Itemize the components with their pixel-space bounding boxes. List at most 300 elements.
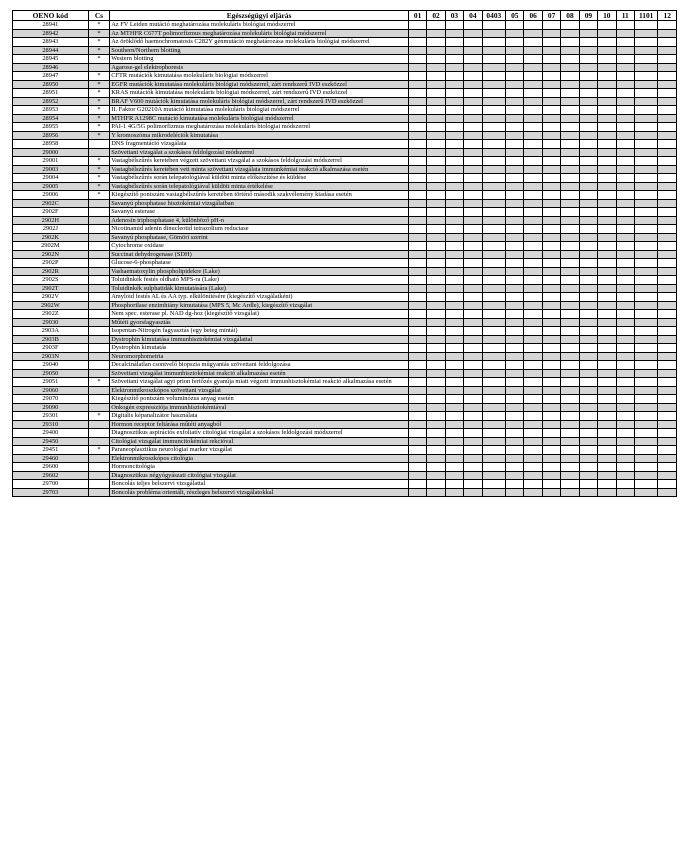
row-mark-cell [658, 446, 677, 455]
row-mark-cell [408, 114, 426, 123]
row-mark-cell [506, 488, 524, 497]
row-mark-cell [561, 55, 579, 64]
row-mark-cell [506, 157, 524, 166]
row-mark-cell [542, 242, 560, 251]
row-cs-mark: * [88, 38, 109, 47]
row-mark-cell [579, 46, 597, 55]
row-mark-cell [445, 63, 463, 72]
row-mark-cell [464, 80, 482, 89]
row-mark-cell [445, 480, 463, 489]
row-mark-cell [616, 335, 634, 344]
row-mark-cell [542, 182, 560, 191]
row-procedure: Y kromoszóma mikrodeléciók kimutatása [110, 131, 409, 140]
row-mark-cell [598, 21, 616, 30]
row-mark-cell [634, 199, 658, 208]
row-cs-mark: * [88, 80, 109, 89]
row-mark-cell [579, 182, 597, 191]
row-procedure: Hormon receptor feltárása műtéti anyagból [110, 420, 409, 429]
row-mark-cell [616, 29, 634, 38]
table-row [13, 276, 677, 285]
row-mark-cell [616, 488, 634, 497]
row-mark-cell [542, 80, 560, 89]
row-mark-cell [408, 123, 426, 132]
row-cs-mark: * [88, 131, 109, 140]
row-mark-cell [427, 38, 445, 47]
row-mark-cell [464, 386, 482, 395]
row-cs-mark [88, 284, 109, 293]
row-mark-cell [561, 369, 579, 378]
col-header-04: 04 [464, 11, 482, 21]
row-code: 28947 [13, 72, 89, 81]
row-mark-cell [506, 80, 524, 89]
row-mark-cell [658, 174, 677, 183]
row-procedure: Amyloid festés AL és AA typ. elkülönítésére (kiegészítő vizsgálatként) [110, 293, 409, 302]
row-cs-mark: * [88, 29, 109, 38]
row-mark-cell [427, 446, 445, 455]
row-mark-cell [616, 165, 634, 174]
row-code: 28941 [13, 21, 89, 30]
row-mark-cell [598, 471, 616, 480]
row-mark-cell [542, 29, 560, 38]
row-mark-cell [445, 148, 463, 157]
row-mark-cell [408, 80, 426, 89]
row-mark-cell [598, 429, 616, 438]
row-mark-cell [464, 233, 482, 242]
row-mark-cell [506, 471, 524, 480]
row-mark-cell [482, 233, 506, 242]
row-cs-mark: * [88, 446, 109, 455]
row-mark-cell [427, 293, 445, 302]
row-mark-cell [408, 429, 426, 438]
row-mark-cell [561, 216, 579, 225]
row-code: 29060 [13, 386, 89, 395]
row-mark-cell [427, 216, 445, 225]
row-mark-cell [482, 174, 506, 183]
row-mark-cell [445, 97, 463, 106]
row-mark-cell [616, 106, 634, 115]
row-mark-cell [427, 267, 445, 276]
row-mark-cell [579, 420, 597, 429]
row-mark-cell [616, 216, 634, 225]
row-mark-cell [464, 29, 482, 38]
row-mark-cell [658, 301, 677, 310]
row-cs-mark: * [88, 165, 109, 174]
row-mark-cell [482, 80, 506, 89]
row-mark-cell [408, 63, 426, 72]
row-mark-cell [658, 276, 677, 285]
row-mark-cell [506, 97, 524, 106]
col-header-cs: Cs [88, 11, 109, 21]
row-code: 28956 [13, 131, 89, 140]
row-mark-cell [542, 395, 560, 404]
row-code: 29040 [13, 361, 89, 370]
row-mark-cell [658, 463, 677, 472]
row-cs-mark [88, 276, 109, 285]
row-mark-cell [506, 191, 524, 200]
row-code: 28943 [13, 38, 89, 47]
row-mark-cell [445, 46, 463, 55]
table-row [13, 327, 677, 336]
row-mark-cell [561, 46, 579, 55]
row-cs-mark [88, 488, 109, 497]
row-mark-cell [506, 344, 524, 353]
row-mark-cell [616, 267, 634, 276]
row-mark-cell [524, 386, 542, 395]
row-mark-cell [445, 420, 463, 429]
row-mark-cell [658, 403, 677, 412]
table-row [13, 378, 677, 387]
row-mark-cell [561, 471, 579, 480]
row-mark-cell [408, 488, 426, 497]
row-cs-mark: * [88, 106, 109, 115]
row-cs-mark [88, 208, 109, 217]
row-mark-cell [506, 225, 524, 234]
row-cs-mark: * [88, 21, 109, 30]
row-mark-cell [445, 216, 463, 225]
row-mark-cell [445, 327, 463, 336]
row-procedure: Adenosin triphosphatase 4, különböző pH-n [110, 216, 409, 225]
row-mark-cell [598, 293, 616, 302]
table-row [13, 471, 677, 480]
row-mark-cell [408, 89, 426, 98]
row-mark-cell [579, 378, 597, 387]
row-mark-cell [634, 63, 658, 72]
row-mark-cell [598, 123, 616, 132]
row-mark-cell [598, 89, 616, 98]
row-mark-cell [524, 148, 542, 157]
row-mark-cell [408, 480, 426, 489]
row-code: 29003 [13, 165, 89, 174]
row-mark-cell [482, 446, 506, 455]
row-mark-cell [524, 420, 542, 429]
row-mark-cell [524, 29, 542, 38]
row-mark-cell [524, 216, 542, 225]
row-mark-cell [616, 38, 634, 47]
row-mark-cell [464, 131, 482, 140]
row-mark-cell [506, 386, 524, 395]
row-code: 29450 [13, 437, 89, 446]
row-mark-cell [408, 208, 426, 217]
table-row [13, 446, 677, 455]
row-mark-cell [634, 191, 658, 200]
row-mark-cell [616, 89, 634, 98]
row-mark-cell [561, 123, 579, 132]
row-mark-cell [579, 106, 597, 115]
row-mark-cell [658, 21, 677, 30]
row-mark-cell [598, 327, 616, 336]
row-procedure: Kiegészítő pontszám voluminózus anyag esetén [110, 395, 409, 404]
row-mark-cell [506, 259, 524, 268]
row-mark-cell [445, 284, 463, 293]
row-mark-cell [561, 463, 579, 472]
row-mark-cell [616, 72, 634, 81]
row-mark-cell [598, 97, 616, 106]
row-mark-cell [598, 276, 616, 285]
row-mark-cell [561, 259, 579, 268]
row-mark-cell [542, 123, 560, 132]
row-mark-cell [561, 131, 579, 140]
row-mark-cell [561, 378, 579, 387]
row-procedure: Glucose-6-phosphatase [110, 259, 409, 268]
row-procedure: Digitális képanalizátor használata [110, 412, 409, 421]
row-code: 2902J [13, 225, 89, 234]
row-mark-cell [598, 488, 616, 497]
row-mark-cell [482, 344, 506, 353]
row-mark-cell [464, 140, 482, 149]
row-mark-cell [524, 199, 542, 208]
row-code: 2903F [13, 344, 89, 353]
row-procedure: Szövettani vizsgálat a szokásos feldolgozási módszerrel [110, 148, 409, 157]
table-row [13, 420, 677, 429]
row-mark-cell [464, 208, 482, 217]
row-mark-cell [616, 233, 634, 242]
row-mark-cell [482, 199, 506, 208]
row-mark-cell [408, 369, 426, 378]
row-mark-cell [561, 233, 579, 242]
row-code: 29000 [13, 148, 89, 157]
row-mark-cell [658, 471, 677, 480]
row-code: 29310 [13, 420, 89, 429]
row-mark-cell [524, 267, 542, 276]
row-mark-cell [524, 276, 542, 285]
row-mark-cell [524, 335, 542, 344]
row-mark-cell [464, 369, 482, 378]
row-mark-cell [616, 114, 634, 123]
row-mark-cell [482, 38, 506, 47]
row-procedure: Szövettani vizsgálat agyi prion fertőzés gyanúja miatt végzett immunhisztokémiai reakció alkalmazása esetén [110, 378, 409, 387]
row-procedure: Vastagbélszűrés keretében végzett szövettani vizsgálat a szokásos feldolgozási módszerrel [110, 157, 409, 166]
row-mark-cell [524, 89, 542, 98]
row-mark-cell [445, 267, 463, 276]
row-mark-cell [634, 352, 658, 361]
row-mark-cell [579, 344, 597, 353]
row-mark-cell [464, 267, 482, 276]
row-mark-cell [506, 378, 524, 387]
row-mark-cell [445, 21, 463, 30]
row-procedure: Cytochrome oxidase [110, 242, 409, 251]
row-mark-cell [634, 55, 658, 64]
row-mark-cell [658, 233, 677, 242]
row-mark-cell [658, 72, 677, 81]
row-code: 29004 [13, 174, 89, 183]
row-mark-cell [561, 446, 579, 455]
row-mark-cell [616, 395, 634, 404]
row-procedure: Vastagbélszűrés során telepatológiával küldött minta előkészítése és küldése [110, 174, 409, 183]
row-mark-cell [482, 165, 506, 174]
row-mark-cell [464, 327, 482, 336]
row-mark-cell [579, 276, 597, 285]
row-procedure: Elektronmikroszkópos szövettani vizsgálat [110, 386, 409, 395]
row-mark-cell [598, 106, 616, 115]
row-mark-cell [598, 46, 616, 55]
row-mark-cell [579, 242, 597, 251]
row-mark-cell [506, 327, 524, 336]
row-mark-cell [542, 335, 560, 344]
row-mark-cell [542, 344, 560, 353]
row-mark-cell [506, 72, 524, 81]
row-mark-cell [634, 310, 658, 319]
row-mark-cell [427, 63, 445, 72]
row-mark-cell [506, 208, 524, 217]
row-mark-cell [427, 369, 445, 378]
row-code: 29703 [13, 488, 89, 497]
row-mark-cell [464, 276, 482, 285]
row-mark-cell [482, 114, 506, 123]
col-header-procedure: Egészségügyi eljárás [110, 11, 409, 21]
table-row [13, 250, 677, 259]
row-mark-cell [464, 352, 482, 361]
row-mark-cell [408, 463, 426, 472]
row-mark-cell [598, 140, 616, 149]
row-mark-cell [427, 21, 445, 30]
row-code: 2902H [13, 216, 89, 225]
row-mark-cell [408, 335, 426, 344]
row-mark-cell [561, 429, 579, 438]
row-mark-cell [427, 191, 445, 200]
table-row [13, 63, 677, 72]
row-mark-cell [658, 412, 677, 421]
row-code: 2902W [13, 301, 89, 310]
row-mark-cell [634, 429, 658, 438]
row-mark-cell [634, 182, 658, 191]
row-mark-cell [561, 72, 579, 81]
row-mark-cell [408, 301, 426, 310]
row-mark-cell [598, 403, 616, 412]
row-mark-cell [579, 480, 597, 489]
row-mark-cell [658, 250, 677, 259]
row-mark-cell [445, 403, 463, 412]
row-mark-cell [524, 72, 542, 81]
row-mark-cell [445, 301, 463, 310]
row-mark-cell [658, 369, 677, 378]
row-mark-cell [524, 208, 542, 217]
table-row [13, 131, 677, 140]
row-mark-cell [427, 352, 445, 361]
row-mark-cell [616, 361, 634, 370]
row-mark-cell [464, 454, 482, 463]
row-mark-cell [634, 267, 658, 276]
row-mark-cell [506, 412, 524, 421]
row-mark-cell [482, 250, 506, 259]
row-code: 2903A [13, 327, 89, 336]
row-mark-cell [598, 446, 616, 455]
col-header-12: 12 [658, 11, 677, 21]
row-mark-cell [506, 174, 524, 183]
col-header-02: 02 [427, 11, 445, 21]
row-mark-cell [464, 361, 482, 370]
row-mark-cell [561, 114, 579, 123]
row-mark-cell [598, 318, 616, 327]
row-mark-cell [445, 361, 463, 370]
row-mark-cell [464, 46, 482, 55]
row-procedure: Nem spec. esterase pl. NAD dg-hoz (kiegészítő vizsgálat) [110, 310, 409, 319]
row-mark-cell [579, 97, 597, 106]
row-mark-cell [658, 242, 677, 251]
row-mark-cell [634, 114, 658, 123]
row-mark-cell [524, 454, 542, 463]
row-mark-cell [658, 157, 677, 166]
row-mark-cell [634, 21, 658, 30]
row-mark-cell [598, 38, 616, 47]
row-code: 2902R [13, 267, 89, 276]
row-mark-cell [445, 488, 463, 497]
row-mark-cell [634, 403, 658, 412]
row-mark-cell [427, 301, 445, 310]
row-code: 29460 [13, 454, 89, 463]
row-cs-mark: * [88, 182, 109, 191]
row-cs-mark: * [88, 174, 109, 183]
row-mark-cell [658, 208, 677, 217]
row-mark-cell [445, 344, 463, 353]
row-mark-cell [542, 471, 560, 480]
row-mark-cell [427, 386, 445, 395]
row-mark-cell [634, 378, 658, 387]
row-mark-cell [616, 420, 634, 429]
row-mark-cell [542, 454, 560, 463]
row-mark-cell [634, 395, 658, 404]
row-code: 28944 [13, 46, 89, 55]
row-mark-cell [524, 225, 542, 234]
row-code: 28954 [13, 114, 89, 123]
table-row [13, 488, 677, 497]
row-mark-cell [427, 488, 445, 497]
row-mark-cell [445, 140, 463, 149]
row-procedure: Western blotting [110, 55, 409, 64]
row-mark-cell [579, 361, 597, 370]
row-procedure: Dystrophin kimutatás [110, 344, 409, 353]
row-code: 2902N [13, 250, 89, 259]
row-cs-mark [88, 327, 109, 336]
table-row [13, 114, 677, 123]
row-mark-cell [579, 29, 597, 38]
row-code: 28952 [13, 97, 89, 106]
row-mark-cell [579, 437, 597, 446]
table-row [13, 225, 677, 234]
row-mark-cell [658, 38, 677, 47]
row-mark-cell [464, 284, 482, 293]
row-mark-cell [464, 310, 482, 319]
row-mark-cell [634, 480, 658, 489]
row-mark-cell [408, 471, 426, 480]
row-mark-cell [445, 225, 463, 234]
row-mark-cell [482, 378, 506, 387]
row-mark-cell [561, 437, 579, 446]
row-mark-cell [616, 386, 634, 395]
row-mark-cell [427, 480, 445, 489]
row-mark-cell [579, 148, 597, 157]
row-procedure: Citológiai vizsgálat immuncitokémiai rekcióval [110, 437, 409, 446]
table-row [13, 386, 677, 395]
row-mark-cell [464, 335, 482, 344]
row-mark-cell [445, 250, 463, 259]
row-mark-cell [427, 327, 445, 336]
row-mark-cell [445, 123, 463, 132]
row-mark-cell [506, 233, 524, 242]
row-code: 29602 [13, 471, 89, 480]
row-mark-cell [427, 318, 445, 327]
row-mark-cell [634, 344, 658, 353]
row-mark-cell [579, 199, 597, 208]
row-mark-cell [464, 182, 482, 191]
row-mark-cell [598, 242, 616, 251]
row-mark-cell [616, 80, 634, 89]
row-mark-cell [658, 63, 677, 72]
row-mark-cell [542, 403, 560, 412]
row-procedure: Diagnosztikus négyógyászati citológiai vizsgálat [110, 471, 409, 480]
row-procedure: Toluidinkék festés oldható MPS-ra (Lake) [110, 276, 409, 285]
row-cs-mark [88, 63, 109, 72]
row-mark-cell [524, 488, 542, 497]
